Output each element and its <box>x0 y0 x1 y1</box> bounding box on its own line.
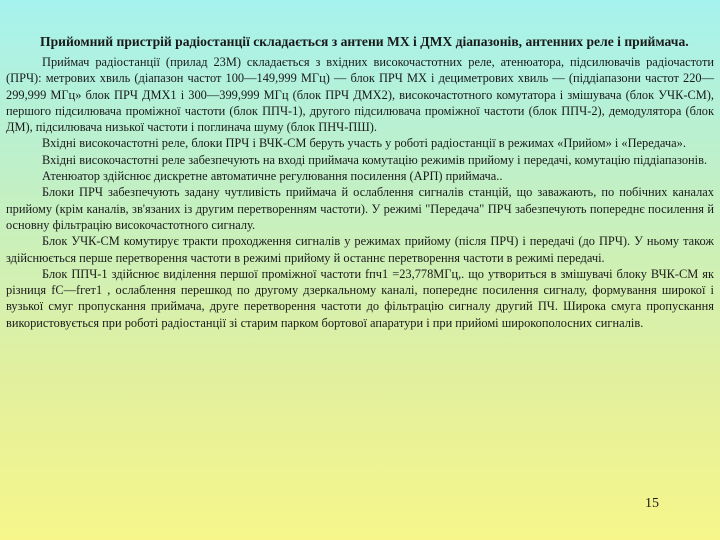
paragraph: Блоки ПРЧ забезпечують задану чутливість приймача й ослаблення сигналів станцій, що заважають, по побічних каналах прийому (крім каналів, зв'язаних із другим перетворенням частоти). У режимі "Передача" ПРЧ забезпечують попереднє посилення й основну фільтрацію високочастотного сигналу. <box>6 185 714 232</box>
paragraph: Блок ППЧ-1 здійснює виділення першої проміжної частоти fпч1 =23,778МГц,. що утвориться в змішувачі блоку ВЧК-СМ як різниця fC—fгет1 , ослаблення перешкод по другому дзеркальному каналі, попереднє посилення сигналу, формування широкої і вузької смуг пропускання приймача, друге перетворення частоти до фільтрацію сигналу другий ПЧ. Широка смуга пропускання використовується при роботі радіостанції зі старим парком бортової апаратури і при прийомі широкополосних сигналів. <box>6 266 714 330</box>
page-number: 15 <box>645 496 659 511</box>
body-text <box>6 54 714 331</box>
slide-heading: Прийомний пристрій радіостанції складається з антени МХ і ДМХ діапазонів, антенних реле і приймача. <box>40 34 689 49</box>
paragraph: Блок УЧК-СМ комутирує тракти проходження сигналів у режимах прийому (після ПРЧ) і передачі (до ПРЧ). У ньому також здійснюється перше перетворення частоти в режимі прийому й останнє перетворення частоти в режимі передачі. <box>6 234 714 265</box>
paragraph: Атенюатор здійснює дискретне автоматичне регулювання посилення (АРП) приймача.. <box>42 169 503 184</box>
paragraph: Приймач радіостанції (прилад 23М) складається з вхідних високочастотних реле, атенюатора, підсилювачів радіочастоти (ПРЧ): метрових хвиль (діапазон частот 100—149,999 МГц) — блок ПРЧ МХ і дециметрових хвиль — (піддіапазони частот 220—299,999 МГц» блок ПРЧ ДМХ1 і 300—399,999 МГц (блок ПРЧ ДМХ2), високочастотного комутатора і змішувача (блок УЧК-СМ), першого підсилювача проміжної частоти (блок ППЧ-1), другого підсилювача проміжної частоти (блок ППЧ-2), демодулятора (блок ДМ), підсилювача низької частоти і поглинача шуму (блок ПНЧ-ПШ). <box>6 55 714 135</box>
slide-content <box>6 34 714 331</box>
paragraph: Вхідні високочастотні реле, блоки ПРЧ і ВЧК-СМ беруть участь у роботі радіостанції в режимах «Прийом» і «Передача». <box>42 136 686 151</box>
paragraph: Вхідні високочастотні реле забезпечують на вході приймача комутацію режимів прийому і передачі, комутацію піддіапазонів. <box>42 152 708 167</box>
